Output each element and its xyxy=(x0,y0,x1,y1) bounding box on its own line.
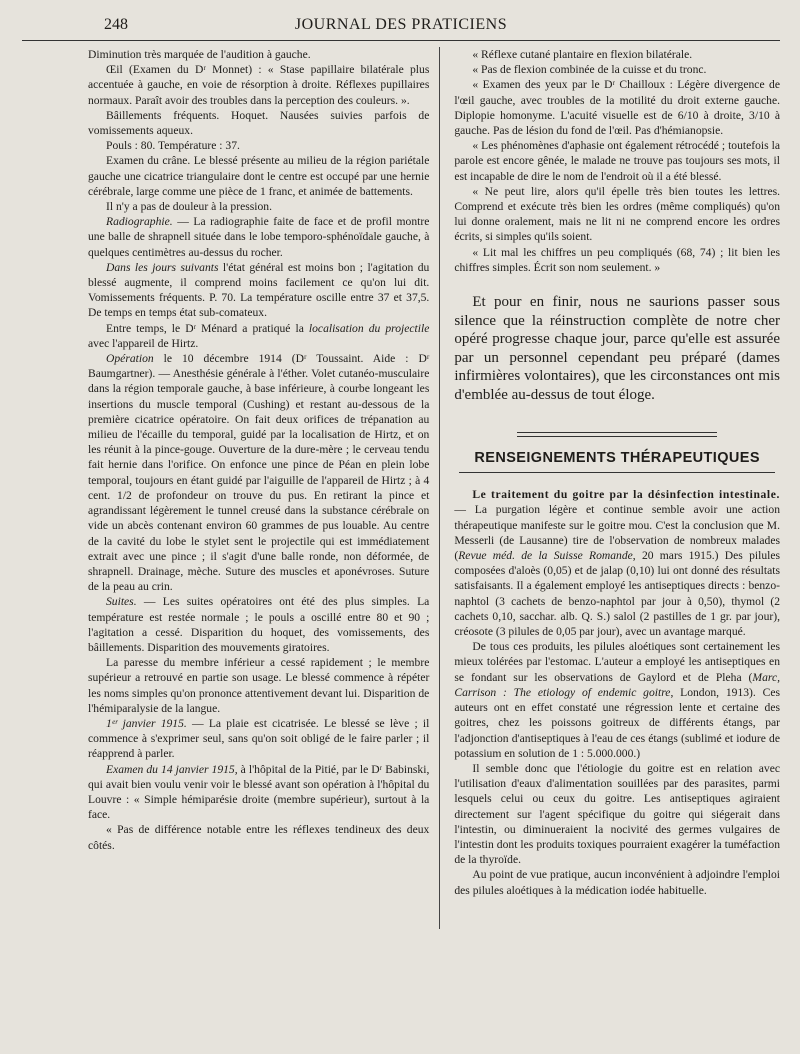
page-number: 248 xyxy=(104,16,128,33)
right-paragraph xyxy=(454,77,780,138)
left-paragraph xyxy=(88,199,429,214)
right-paragraph xyxy=(454,184,780,245)
italic-inline: Revue méd. de la Suisse Romande xyxy=(458,549,633,563)
left-paragraph xyxy=(88,62,429,108)
section-title: RENSEIGNEMENTS THÉRAPEUTIQUES xyxy=(474,450,760,467)
section-paragraph xyxy=(454,761,780,867)
paragraph-text: — La purgation légère et continue semble avoir une action thérapeutique manifeste sur le goitre mou. C'est la conclusion que M. Messerli (de Lausanne) tire de l'observation de nombreux malades ( xyxy=(454,503,780,563)
paragraph-text: , London, 1913). Ces auteurs ont en effet constaté une régression lente et certaine des goitres, chez les poissons goitreux de différents étangs, par l'adjonction d'antiseptiques à l'eau de ces étangs (sublimé et iodure de potassium en solution de 1 : 5.000.000.) xyxy=(454,685,780,760)
paragraph-text: à l'hôpital de la Pitié, par le Dʳ Babinski, qui avait bien voulu venir voir le blessé avant son opération à l'hôpital du Louvre : « Simple hémiparésie droite (membre supérieur), surtout à la face. xyxy=(88,762,430,822)
section-paragraph xyxy=(454,867,780,897)
left-paragraph xyxy=(88,716,429,762)
section-divider xyxy=(517,432,717,437)
italic-lead: Suites. xyxy=(106,595,137,609)
left-paragraph xyxy=(88,762,429,823)
section-body xyxy=(454,487,780,897)
paragraph-text: La paresse du membre inférieur a cessé rapidement ; le membre supérieur a retrouvé en partie son usage. Le blessé commence à répéter les noms simples qu'on prononce attentivement devant lui. Disparition de l'hémiparalysie de la langue. xyxy=(88,656,430,715)
left-paragraph xyxy=(88,153,429,199)
case-notes-continued xyxy=(454,47,780,275)
paragraph-text: « Ne peut lire, alors qu'il épelle très bien toutes les lettres. Comprend et exécute très bien les ordres (même compliqués) qu'on lui donne oralement, mais ne lit ni ne comprend encore les ordres écrits, si simples qu'ils soient. xyxy=(454,184,780,244)
paragraph-text: « Examen des yeux par le Dʳ Chailloux : Légère divergence de l'œil gauche, avec troubles de la motilité du droit externe gauche. Diplopie homonyme. L'acuité visuelle est de 6/10 à droite, 3/10 à gauche. Pas de lésion du fond de l'œil. Pas d'hémianopsie. xyxy=(454,78,780,138)
italic-lead: Opération xyxy=(106,352,154,366)
italic-lead: Dans les jours suivants xyxy=(106,260,219,274)
right-paragraph xyxy=(454,245,780,275)
paragraph-text: avec l'appareil de Hirtz. xyxy=(88,336,199,350)
italic-lead: Examen du 14 janvier 1915, xyxy=(106,762,238,776)
paragraph-text: Il semble donc que l'étiologie du goitre est en relation avec l'utilisation d'eaux d'alimentation souillées par des parasites, parmi lesquels celui ou ceux du goitre. Les antiseptiques agiraient directement sur l'agent spécifique du goitre qui siégerait dans l'intestin, ou diminueraient la nocivité des germes vulgaires de l'intestin dont les produits toxiques pourraient exagérer la tuméfaction de la thyroïde. xyxy=(454,761,780,867)
left-paragraph xyxy=(88,321,429,351)
paragraph-text: « Réflexe cutané plantaire en flexion bilatérale. xyxy=(472,48,693,61)
left-paragraph xyxy=(88,351,429,594)
article-title: Le traitement du goitre par la désinfection intestinale. xyxy=(472,488,780,502)
italic-lead: Radiographie. xyxy=(106,215,173,229)
paragraph-text: le 10 décembre 1914 (Dʳ Toussaint. Aide : Dʳ Baumgartner). — Anesthésie générale à l'éther. Volet cutanéo-musculaire dans la région temporale gauche, à base inférieure, à courbe longeant les insertions du muscle temporal (Cushing) et restant au-dessous de la première cicatrice opératoire. On fait deux orifices de trépanation au milieu de l'écaille du temporal, guidé par la localisation de Hirtz, et on les réunit à la pince-gouge. Ouverture de la dure-mère ; le cerveau tendu fait hernie dans l'orifice. On enfonce une pince de Péan en plein lobe temporal, toujours en étant guidé par l'aiguille de l'appareil de Hirtz ; à 4 cent. 1/2 de profondeur on trouve du pus. En retirant la pince et agrandissant légèrement le tunnel creusé dans la substance cérébrale on vide un abcès contenant environ 60 grammes de pus louable. Au centre de la cavité du lobe le stylet sent le projectile qui est immédiatement extrait avec une pince ; il s'agit d'une balle ronde, non déformée, de shrapnell. Drainage, mèche. Suture des muscles et aponévroses. Suture de la peau au crin. xyxy=(88,352,430,594)
paragraph-text: Œil (Examen du Dʳ Monnet) : « Stase papillaire bilatérale plus accentuée à gauche, en voie de résorption à droite. Réflexes pupillaires normaux. Paraît avoir des troubles dans la perception des couleurs. ». xyxy=(88,63,430,107)
conclusion-paragraph: Et pour en finir, nous ne saurions passer sous silence que la réinstruction complète de notre cher opéré progresse chaque jour, parce qu'elle est assurée par un personnel cependant peu préparé (dames infirmières volontaires), que les circonstances ont mis d'emblée au-dessus de tout éloge. xyxy=(454,294,780,403)
paragraph-text: Pouls : 80. Température : 37. xyxy=(106,139,240,153)
paragraph-text: « Les phénomènes d'aphasie ont également rétrocédé ; toutefois la parole est encore gênée, le malade ne trouve pas toujours ses mots, il est incapable de dire le nom de l'endroit où il a été blessé. xyxy=(454,139,780,183)
paragraph-text: , 20 mars 1915.) Des pilules composées d'aloès (0,05) et de jalap (0,10) lui ont donné des résultats satisfaisants. Il a également employé les antiseptiques directs : benzo-naphtol (3 cachets de benzo-naphtol par jour à 0,50), thymol (2 cachets 0,10, sacchar. alb. Q. S.) salol (2 pastilles de 1 gr. par jour), créosote (3 pilules de 0,05 par jour), avec un avantage marqué. xyxy=(454,549,780,639)
right-column xyxy=(440,47,780,929)
left-paragraph xyxy=(88,214,429,260)
paragraph-text: Examen du crâne. Le blessé présente au milieu de la région pariétale gauche une cicatrice triangulaire dont le centre est occupé par une hernie cérébrale, large comme une pièce de 1 franc, et animée de battements. xyxy=(88,154,430,198)
paragraph-text: Il n'y a pas de douleur à la pression. xyxy=(106,200,272,214)
section-paragraph xyxy=(454,487,780,639)
left-paragraph xyxy=(88,822,429,852)
left-column xyxy=(88,47,439,929)
paragraph-text: l'état général est moins bon ; l'agitation du blessé augmente, il comprend moins facilement ce qu'on lui dit. Vomissements fréquents. P. 70. La température oscille entre 37 et 37,5. De temps en temps état sub-comateux. xyxy=(88,260,430,320)
left-paragraph xyxy=(88,594,429,655)
page-header xyxy=(22,14,780,41)
right-paragraph xyxy=(454,138,780,184)
paragraph-text: — Les suites opératoires ont été des plus simples. La température est restée normale ; le pouls a oscillé entre 80 et 90 ; l'agitation a cessé. Disparition du hoquet, des vomissements, des bâillements. Disparition des mouvements giratoires. xyxy=(88,595,430,654)
paragraph-text: « Pas de flexion combinée de la cuisse et du tronc. xyxy=(472,63,707,77)
paragraph-text: « Lit mal les chiffres un peu compliqués (68, 74) ; lit bien les chiffres simples. Écrit son nom seulement. » xyxy=(454,245,780,274)
paragraph-text: De tous ces produits, les pilules aloétiques sont certainement les mieux tolérées par l'estomac. L'auteur a employé les antiseptiques en se fondant sur les observations de Gaylord et de Pleha ( xyxy=(454,640,780,684)
left-paragraph xyxy=(88,260,429,321)
paragraph-text: Diminution très marquée de l'audition à gauche. xyxy=(88,48,311,61)
paragraph-text: Au point de vue pratique, aucun inconvénient à adjoindre l'emploi des pilules aloétiques à la médication iodée habituelle. xyxy=(454,868,780,897)
paragraph-text: — La radiographie faite de face et de profil montre une balle de shrapnell située dans le lobe temporo-sphénoïdale gauche, à quelques centimètres au-dessus du rocher. xyxy=(88,215,430,259)
left-paragraph xyxy=(88,138,429,153)
paragraph-text: — La plaie est cicatrisée. Le blessé se lève ; il commence à s'exprimer seul, sans qu'on soit obligé de le faire parler ; il réapprend à parler. xyxy=(88,716,430,761)
right-paragraph xyxy=(454,47,780,62)
two-column-body xyxy=(22,47,780,929)
paragraph-text: « Pas de différence notable entre les réflexes tendineux des deux côtés. xyxy=(88,823,430,852)
paragraph-text: Bâillements fréquents. Hoquet. Nausées suivies parfois de vomissements aqueux. xyxy=(88,108,430,138)
right-paragraph xyxy=(454,62,780,77)
italic-lead: 1ᵉʳ janvier 1915. xyxy=(106,716,187,730)
italic-inline: Marc, Carrison : The etiology of endemic goitre xyxy=(454,670,780,699)
left-paragraph xyxy=(88,108,429,138)
left-paragraph xyxy=(88,47,429,62)
section-paragraph xyxy=(454,639,780,761)
journal-title: JOURNAL DES PRATICIENS xyxy=(294,16,508,33)
section-title-rule xyxy=(459,472,775,473)
italic-inline: localisation du projectile xyxy=(308,321,430,335)
paragraph-text: Entre temps, le Dʳ Ménard a pratiqué la xyxy=(106,321,309,335)
left-paragraph xyxy=(88,655,429,716)
